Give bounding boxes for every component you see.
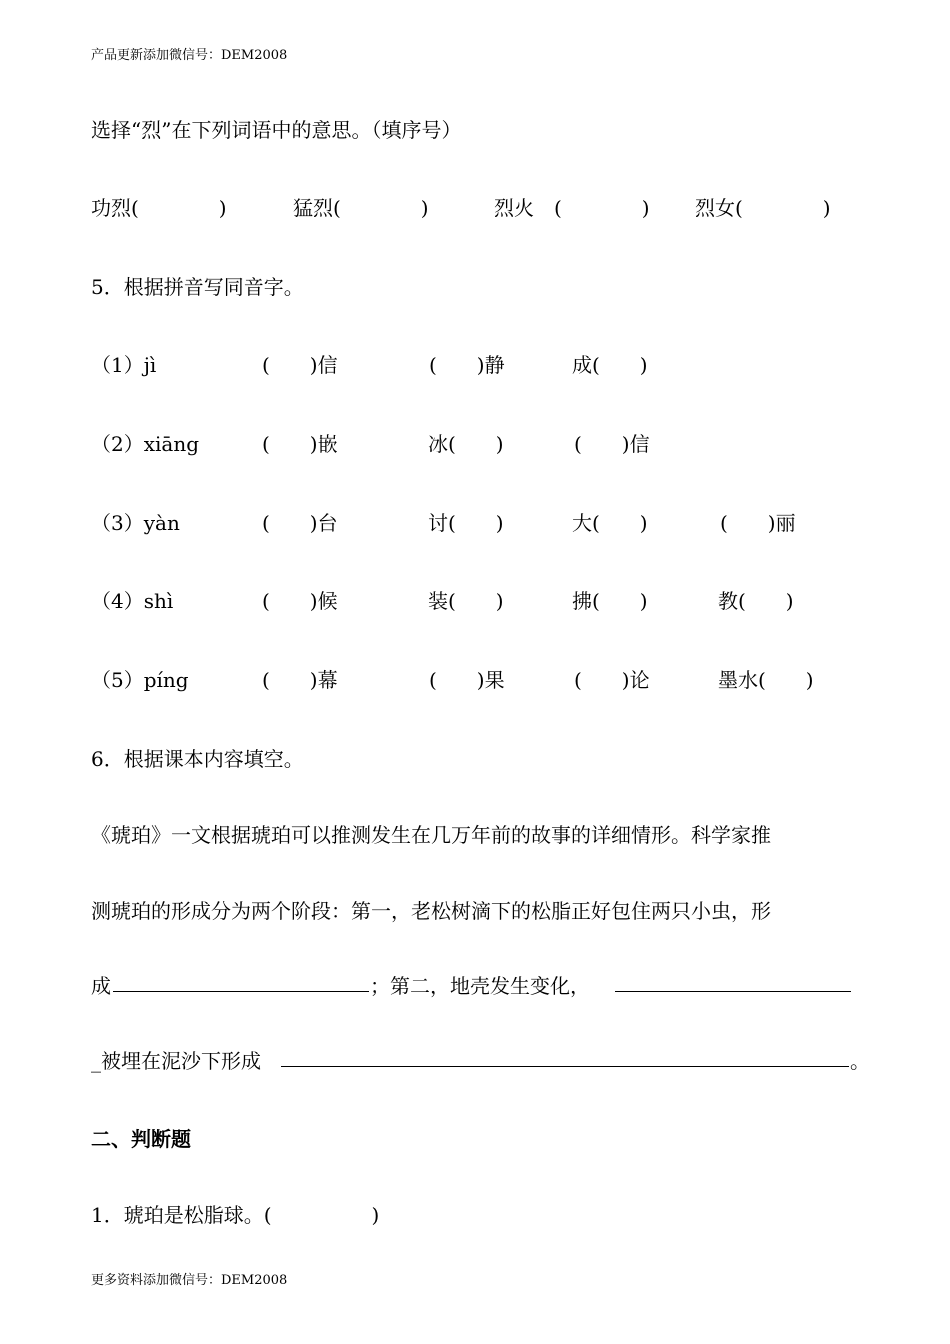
pinyin-cell: 冰( ) [428, 432, 504, 456]
lie-item-4: 烈女( ) [695, 196, 831, 220]
question-5-title: 5．根据拼音写同音字。 [91, 275, 304, 299]
pinyin-cell: ( )嵌 [262, 432, 338, 456]
pinyin-cell: ( )候 [262, 589, 338, 613]
lie-item-3: 烈火 ( ) [494, 196, 650, 220]
pinyin-cell: ( )台 [262, 511, 338, 535]
pinyin-cell: 教( ) [718, 589, 794, 613]
pinyin-cell: 大( ) [572, 511, 648, 535]
page-header: 产品更新添加微信号：DEM2008 [91, 48, 288, 63]
pinyin-cell: 讨( ) [428, 511, 504, 535]
question-lie-prompt: 选择“烈”在下列词语中的意思。（填序号） [91, 118, 462, 142]
pinyin-row-label: （2）xiāng [91, 432, 200, 456]
passage-line-middle: ；第二，地壳发生变化， [370, 974, 590, 998]
pinyin-cell: ( )丽 [720, 511, 796, 535]
pinyin-cell: ( )果 [429, 668, 505, 692]
pinyin-row-label: （5）píng [91, 668, 189, 692]
passage-line: 《琥珀》一文根据琥珀可以推测发生在几万年前的故事的详细情形。科学家推 [91, 823, 771, 847]
passage-line-prefix: 成 [91, 974, 111, 998]
lie-item-2: 猛烈( ) [293, 196, 429, 220]
passage-line-prefix: _被埋在泥沙下形成 [91, 1049, 261, 1073]
pinyin-cell: ( )论 [574, 668, 650, 692]
pinyin-cell: ( )信 [574, 432, 650, 456]
fill-blank-2 [615, 991, 851, 992]
pinyin-cell: 装( ) [428, 589, 504, 613]
pinyin-cell: 墨水( ) [718, 668, 814, 692]
judge-question-1: 1．琥珀是松脂球。( ) [91, 1203, 380, 1227]
fill-blank-1 [113, 991, 369, 992]
section-2-title: 二、判断题 [91, 1127, 191, 1151]
fill-blank-3 [281, 1066, 849, 1067]
passage-line-end: 。 [850, 1049, 870, 1073]
pinyin-row-label: （4）shì [91, 589, 174, 613]
passage-line: 测琥珀的形成分为两个阶段：第一，老松树滴下的松脂正好包住两只小虫，形 [91, 899, 771, 923]
page-footer: 更多资料添加微信号：DEM2008 [91, 1273, 288, 1288]
question-6-title: 6．根据课本内容填空。 [91, 747, 304, 771]
pinyin-row-label: （3）yàn [91, 511, 180, 535]
pinyin-cell: 成( ) [572, 353, 648, 377]
lie-item-1: 功烈( ) [91, 196, 227, 220]
pinyin-cell: 拂( ) [572, 589, 648, 613]
pinyin-cell: ( )信 [262, 353, 338, 377]
pinyin-cell: ( )幕 [262, 668, 338, 692]
pinyin-cell: ( )静 [429, 353, 505, 377]
pinyin-row-label: （1）jì [91, 353, 157, 377]
